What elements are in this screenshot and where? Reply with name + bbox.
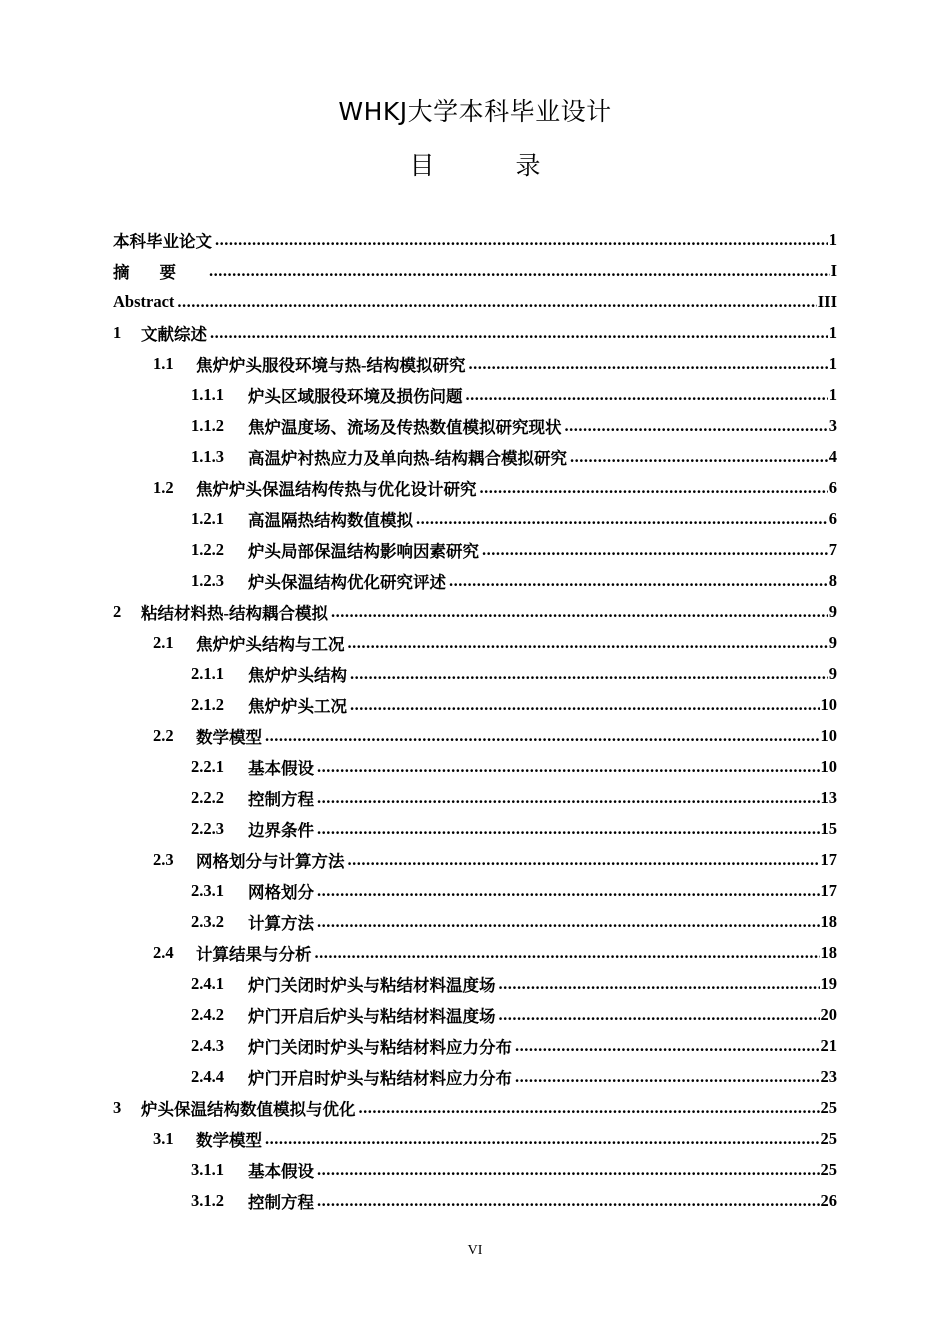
page-number: VI (467, 1243, 483, 1258)
toc-entry[interactable] (113, 379, 837, 410)
toc-entry[interactable] (113, 720, 837, 751)
toc-entry[interactable] (113, 410, 837, 441)
toc-entry-title: 高温炉衬热应力及单向热-结构耦合模拟研究 (248, 448, 567, 468)
toc-entry-page: 6 (828, 508, 837, 528)
toc-leader-dots (315, 943, 820, 963)
toc-entry-page: 9 (828, 601, 837, 621)
document-header: WHKJ大学本科毕业设计 (338, 97, 612, 126)
toc-leader-dots (317, 819, 820, 839)
toc-entry-number: 2.4.4 (191, 1066, 224, 1086)
toc-entry[interactable] (113, 317, 837, 348)
toc-entry-page: 25 (820, 1097, 837, 1117)
toc-entry-number: 2.3 (153, 849, 174, 869)
toc-entry-title: 炉头区域服役环境及损伤问题 (248, 386, 463, 406)
toc-entry-title: Abstract (113, 291, 175, 311)
toc-entry-title: 焦炉炉头工况 (248, 696, 347, 716)
toc-entry[interactable] (113, 565, 837, 596)
toc-entry[interactable] (113, 472, 837, 503)
toc-entry-title: 控制方程 (248, 1192, 314, 1212)
toc-entry-number: 2.3.2 (191, 911, 224, 931)
toc-entry[interactable] (113, 875, 837, 906)
toc-entry-number: 3 (113, 1097, 122, 1117)
toc-entry[interactable] (113, 1061, 837, 1092)
toc-entry[interactable] (113, 658, 837, 689)
toc-entry-title: 炉门关闭时炉头与粘结材料应力分布 (248, 1037, 512, 1057)
toc-entry-number: 2.3.1 (191, 880, 224, 900)
toc-entry-title: 基本假设 (248, 758, 314, 778)
toc-entry-page: 10 (820, 725, 837, 745)
toc-entry[interactable] (113, 937, 837, 968)
toc-leader-dots (466, 385, 828, 405)
toc-entry-title: 文献综述 (141, 324, 207, 344)
toc-entry-title: 炉头保温结构优化研究评述 (248, 572, 446, 592)
toc-entry-page: 6 (828, 477, 837, 497)
toc-entry-number: 1.2.3 (191, 570, 224, 590)
toc-leader-dots (331, 602, 828, 622)
table-of-contents (113, 224, 837, 1216)
toc-entry-number: 1.1 (153, 353, 174, 373)
toc-entry-page: 10 (820, 694, 837, 714)
toc-entry-title: 焦炉炉头服役环境与热-结构模拟研究 (196, 355, 466, 375)
toc-entry[interactable] (113, 1092, 837, 1123)
toc-entry-number: 1.2.1 (191, 508, 224, 528)
toc-entry[interactable] (113, 782, 837, 813)
toc-leader-dots (480, 478, 828, 498)
toc-entry-page: 1 (828, 353, 837, 373)
toc-entry-page: 4 (828, 446, 837, 466)
toc-entry-title: 炉门开启后炉头与粘结材料温度场 (248, 1006, 496, 1026)
toc-entry[interactable] (113, 596, 837, 627)
toc-leader-dots (515, 1067, 820, 1087)
toc-leader-dots (210, 323, 828, 343)
toc-entry-page: 1 (828, 384, 837, 404)
toc-entry-number: 2.2.2 (191, 787, 224, 807)
toc-entry-title: 炉头局部保温结构影响因素研究 (248, 541, 479, 561)
toc-entry[interactable] (113, 751, 837, 782)
toc-entry-title: 焦炉炉头结构与工况 (196, 634, 345, 654)
toc-leader-dots (348, 850, 820, 870)
toc-entry-number: 2.2.3 (191, 818, 224, 838)
toc-entry-number: 2.1.1 (191, 663, 224, 683)
toc-entry-page: 1 (828, 229, 837, 249)
toc-leader-dots (499, 974, 820, 994)
toc-leader-dots (317, 1160, 820, 1180)
toc-entry-title: 高温隔热结构数值模拟 (248, 510, 413, 530)
toc-entry-number: 2.1 (153, 632, 174, 652)
toc-entry-title: 炉头保温结构数值模拟与优化 (141, 1099, 356, 1119)
toc-entry-page: 18 (820, 942, 837, 962)
toc-entry-page: 20 (820, 1004, 837, 1024)
toc-entry-page: 9 (828, 632, 837, 652)
toc-entry[interactable] (113, 627, 837, 658)
toc-entry[interactable] (113, 1154, 837, 1185)
toc-leader-dots (482, 540, 828, 560)
toc-entry-number: 1.2.2 (191, 539, 224, 559)
toc-entry-page: 17 (820, 849, 837, 869)
toc-entry-page: 13 (820, 787, 837, 807)
toc-leader-dots (515, 1036, 820, 1056)
toc-entry-title: 粘结材料热-结构耦合模拟 (141, 603, 328, 623)
toc-entry-page: 23 (820, 1066, 837, 1086)
toc-leader-dots (350, 695, 820, 715)
toc-leader-dots (348, 633, 828, 653)
toc-entry-number: 3.1 (153, 1128, 174, 1148)
toc-entry-number: 1 (113, 322, 122, 342)
toc-leader-dots (499, 1005, 820, 1025)
toc-entry[interactable] (113, 689, 837, 720)
toc-entry-title: 数学模型 (196, 727, 262, 747)
toc-entry-page: 3 (828, 415, 837, 435)
toc-entry-title: 数学模型 (196, 1130, 262, 1150)
toc-entry[interactable] (113, 255, 837, 286)
toc-entry-title: 焦炉炉头保温结构传热与优化设计研究 (196, 479, 477, 499)
toc-entry-page: 1 (828, 322, 837, 342)
toc-entry-page: 21 (820, 1035, 837, 1055)
toc-entry[interactable] (113, 224, 837, 255)
toc-entry-page: 10 (820, 756, 837, 776)
toc-entry-number: 1.1.3 (191, 446, 224, 466)
toc-leader-dots (265, 726, 820, 746)
toc-entry-title: 基本假设 (248, 1161, 314, 1181)
toc-entry-title: 摘要 (113, 262, 206, 282)
toc-leader-dots (209, 261, 830, 281)
toc-entry-title: 边界条件 (248, 820, 314, 840)
toc-entry-title: 焦炉温度场、流场及传热数值模拟研究现状 (248, 417, 562, 437)
toc-entry-number: 2 (113, 601, 122, 621)
toc-entry[interactable] (113, 906, 837, 937)
toc-entry[interactable] (113, 968, 837, 999)
toc-entry-title: 计算方法 (248, 913, 314, 933)
toc-entry-number: 2.1.2 (191, 694, 224, 714)
toc-entry-title: 炉门开启时炉头与粘结材料应力分布 (248, 1068, 512, 1088)
toc-leader-dots (215, 230, 828, 250)
toc-leader-dots (565, 416, 828, 436)
toc-leader-dots (317, 788, 820, 808)
toc-leader-dots (449, 571, 828, 591)
toc-entry-page: 18 (820, 911, 837, 931)
toc-entry-title: 本科毕业论文 (113, 231, 212, 251)
toc-entry[interactable] (113, 534, 837, 565)
toc-entry-title: 网格划分 (248, 882, 314, 902)
toc-entry-number: 1.1.1 (191, 384, 224, 404)
toc-entry-page: 9 (828, 663, 837, 683)
toc-entry-number: 2.4.3 (191, 1035, 224, 1055)
toc-leader-dots (350, 664, 828, 684)
toc-title: 目 录 (409, 151, 569, 180)
toc-entry[interactable] (113, 1185, 837, 1216)
toc-entry-page: 17 (820, 880, 837, 900)
toc-entry[interactable] (113, 1030, 837, 1061)
toc-leader-dots (265, 1129, 820, 1149)
toc-entry-page: 19 (820, 973, 837, 993)
toc-entry-number: 1.2 (153, 477, 174, 497)
toc-entry-page: 25 (820, 1159, 837, 1179)
toc-entry-title: 计算结果与分析 (196, 944, 312, 964)
toc-leader-dots (570, 447, 828, 467)
toc-entry-title: 控制方程 (248, 789, 314, 809)
toc-entry-number: 2.4 (153, 942, 174, 962)
toc-leader-dots (359, 1098, 820, 1118)
toc-entry[interactable] (113, 813, 837, 844)
toc-entry-page: 15 (820, 818, 837, 838)
toc-entry-number: 2.4.1 (191, 973, 224, 993)
toc-leader-dots (416, 509, 828, 529)
toc-entry-number: 2.2.1 (191, 756, 224, 776)
toc-leader-dots (177, 292, 816, 312)
toc-entry[interactable] (113, 844, 837, 875)
toc-leader-dots (317, 757, 820, 777)
toc-entry[interactable] (113, 1123, 837, 1154)
toc-leader-dots (469, 354, 828, 374)
toc-entry-page: 25 (820, 1128, 837, 1148)
toc-entry-number: 3.1.1 (191, 1159, 224, 1179)
toc-entry-page: 7 (828, 539, 837, 559)
toc-entry-title: 网格划分与计算方法 (196, 851, 345, 871)
toc-entry[interactable] (113, 503, 837, 534)
toc-entry-number: 1.1.2 (191, 415, 224, 435)
toc-leader-dots (317, 881, 820, 901)
toc-entry-title: 炉门关闭时炉头与粘结材料温度场 (248, 975, 496, 995)
toc-entry-number: 2.2 (153, 725, 174, 745)
toc-entry[interactable] (113, 441, 837, 472)
toc-leader-dots (317, 1191, 820, 1211)
toc-entry[interactable] (113, 286, 837, 317)
toc-entry-page: 26 (820, 1190, 837, 1210)
toc-entry-title: 焦炉炉头结构 (248, 665, 347, 685)
toc-leader-dots (317, 912, 820, 932)
toc-entry-number: 3.1.2 (191, 1190, 224, 1210)
toc-entry-page: 8 (828, 570, 837, 590)
toc-entry[interactable] (113, 348, 837, 379)
toc-entry-number: 2.4.2 (191, 1004, 224, 1024)
toc-entry[interactable] (113, 999, 837, 1030)
toc-entry-page: I (830, 260, 837, 280)
toc-entry-page: III (817, 291, 837, 311)
